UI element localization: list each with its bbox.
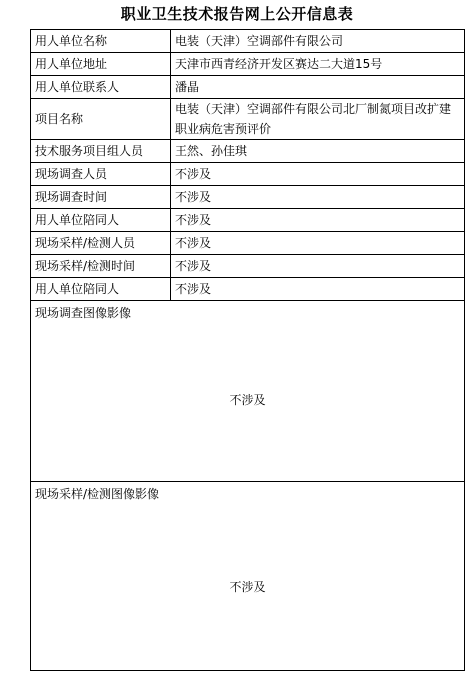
survey-escort-label: 用人单位陪同人 xyxy=(31,209,171,232)
info-table xyxy=(30,29,465,671)
sampling-staff-label: 现场采样/检测人员 xyxy=(31,232,171,255)
survey-staff-label: 现场调查人员 xyxy=(31,163,171,186)
sampling-image-cell xyxy=(31,482,465,671)
table-row xyxy=(31,301,465,482)
table-row xyxy=(31,53,465,76)
table-row xyxy=(31,278,465,301)
sampling-escort-value: 不涉及 xyxy=(171,278,465,301)
table-row xyxy=(31,255,465,278)
survey-image-label: 现场调查图像影像 xyxy=(35,306,132,320)
survey-time-label: 现场调查时间 xyxy=(31,186,171,209)
sampling-staff-value: 不涉及 xyxy=(171,232,465,255)
sampling-time-value: 不涉及 xyxy=(171,255,465,278)
table-row xyxy=(31,232,465,255)
sampling-time-label: 现场采样/检测时间 xyxy=(31,255,171,278)
table-row xyxy=(31,482,465,671)
survey-escort-value: 不涉及 xyxy=(171,209,465,232)
employer-contact-label: 用人单位联系人 xyxy=(31,76,171,99)
survey-image-cell xyxy=(31,301,465,482)
survey-image-value: 不涉及 xyxy=(229,393,266,407)
table-row xyxy=(31,209,465,232)
table-row xyxy=(31,30,465,53)
employer-address-label: 用人单位地址 xyxy=(31,53,171,76)
survey-staff-value: 不涉及 xyxy=(171,163,465,186)
survey-time-value: 不涉及 xyxy=(171,186,465,209)
page-title: 职业卫生技术报告网上公开信息表 xyxy=(120,5,354,23)
table-row xyxy=(31,140,465,163)
employer-contact-value: 潘晶 xyxy=(171,76,465,99)
sampling-image-label: 现场采样/检测图像影像 xyxy=(35,487,160,501)
table-row xyxy=(31,99,465,140)
employer-address-value: 天津市西青经济开发区赛达二大道15号 xyxy=(171,53,465,76)
table-row xyxy=(31,186,465,209)
employer-name-label: 用人单位名称 xyxy=(31,30,171,53)
sampling-image-value: 不涉及 xyxy=(229,580,266,594)
project-team-label: 技术服务项目组人员 xyxy=(31,140,171,163)
table-row xyxy=(31,76,465,99)
project-name-label: 项目名称 xyxy=(31,99,171,140)
table-row xyxy=(31,163,465,186)
project-team-value: 王然、孙佳琪 xyxy=(171,140,465,163)
sampling-escort-label: 用人单位陪同人 xyxy=(31,278,171,301)
project-name-value: 电装（天津）空调部件有限公司北厂制氮项目改扩建职业病危害预评价 xyxy=(171,99,465,140)
employer-name-value: 电装（天津）空调部件有限公司 xyxy=(171,30,465,53)
